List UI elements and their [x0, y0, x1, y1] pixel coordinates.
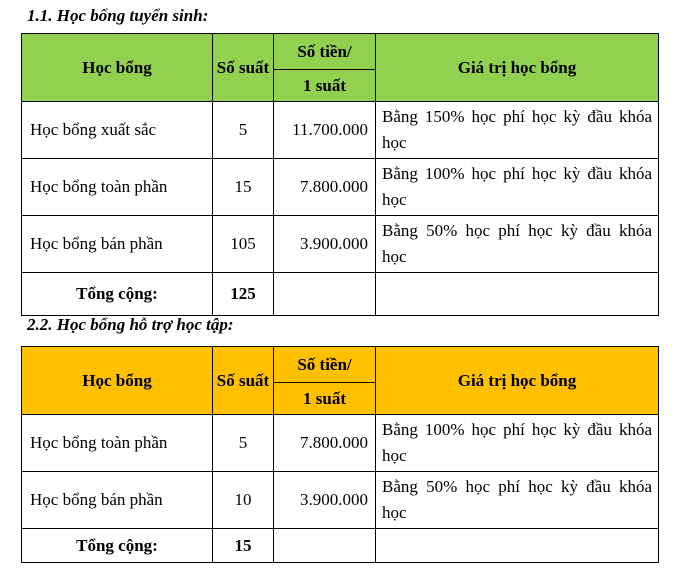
header-amount-top: Số tiền/	[274, 347, 376, 383]
empty-cell	[376, 273, 659, 316]
row-amount: 3.900.000	[274, 216, 376, 273]
row-amount: 7.800.000	[274, 159, 376, 216]
row-value: Bằng 150% học phí học kỳ đầu khóa học	[376, 102, 659, 159]
row-count: 10	[213, 472, 274, 529]
row-name: Học bổng xuất sắc	[22, 102, 213, 159]
header-amount-bottom: 1 suất	[274, 70, 376, 102]
row-value: Bằng 50% học phí học kỳ đầu khóa học	[376, 216, 659, 273]
section-1-title: 1.1. Học bổng tuyển sinh:	[27, 6, 209, 25]
header-count: Số suất	[213, 347, 274, 415]
header-scholarship: Học bổng	[22, 34, 213, 102]
total-row	[22, 529, 659, 563]
empty-cell	[274, 273, 376, 316]
header-scholarship: Học bổng	[22, 347, 213, 415]
row-amount: 3.900.000	[274, 472, 376, 529]
row-name: Học bổng toàn phần	[22, 159, 213, 216]
header-value: Giá trị học bổng	[376, 34, 659, 102]
total-label: Tổng cộng:	[22, 529, 213, 563]
header-amount-bottom: 1 suất	[274, 383, 376, 415]
row-count: 105	[213, 216, 274, 273]
row-amount: 7.800.000	[274, 415, 376, 472]
row-amount: 11.700.000	[274, 102, 376, 159]
row-value: Bằng 50% học phí học kỳ đầu khóa học	[376, 472, 659, 529]
table-row	[22, 216, 659, 273]
row-count: 5	[213, 102, 274, 159]
header-count: Số suất	[213, 34, 274, 102]
total-count: 15	[213, 529, 274, 563]
table-row	[22, 472, 659, 529]
total-row	[22, 273, 659, 316]
row-value: Bằng 100% học phí học kỳ đầu khóa học	[376, 159, 659, 216]
table-row	[22, 159, 659, 216]
empty-cell	[274, 529, 376, 563]
row-name: Học bổng bán phần	[22, 472, 213, 529]
total-count: 125	[213, 273, 274, 316]
row-count: 5	[213, 415, 274, 472]
empty-cell	[376, 529, 659, 563]
admission-scholarship-table	[21, 33, 659, 316]
row-value: Bằng 100% học phí học kỳ đầu khóa học	[376, 415, 659, 472]
header-value: Giá trị học bổng	[376, 347, 659, 415]
row-name: Học bổng bán phần	[22, 216, 213, 273]
table-row	[22, 415, 659, 472]
row-name: Học bổng toàn phần	[22, 415, 213, 472]
table-row	[22, 102, 659, 159]
row-count: 15	[213, 159, 274, 216]
section-2-title: 2.2. Học bổng hỗ trợ học tập:	[27, 315, 234, 334]
header-amount-top: Số tiền/	[274, 34, 376, 70]
total-label: Tổng cộng:	[22, 273, 213, 316]
study-support-scholarship-table	[21, 346, 659, 563]
